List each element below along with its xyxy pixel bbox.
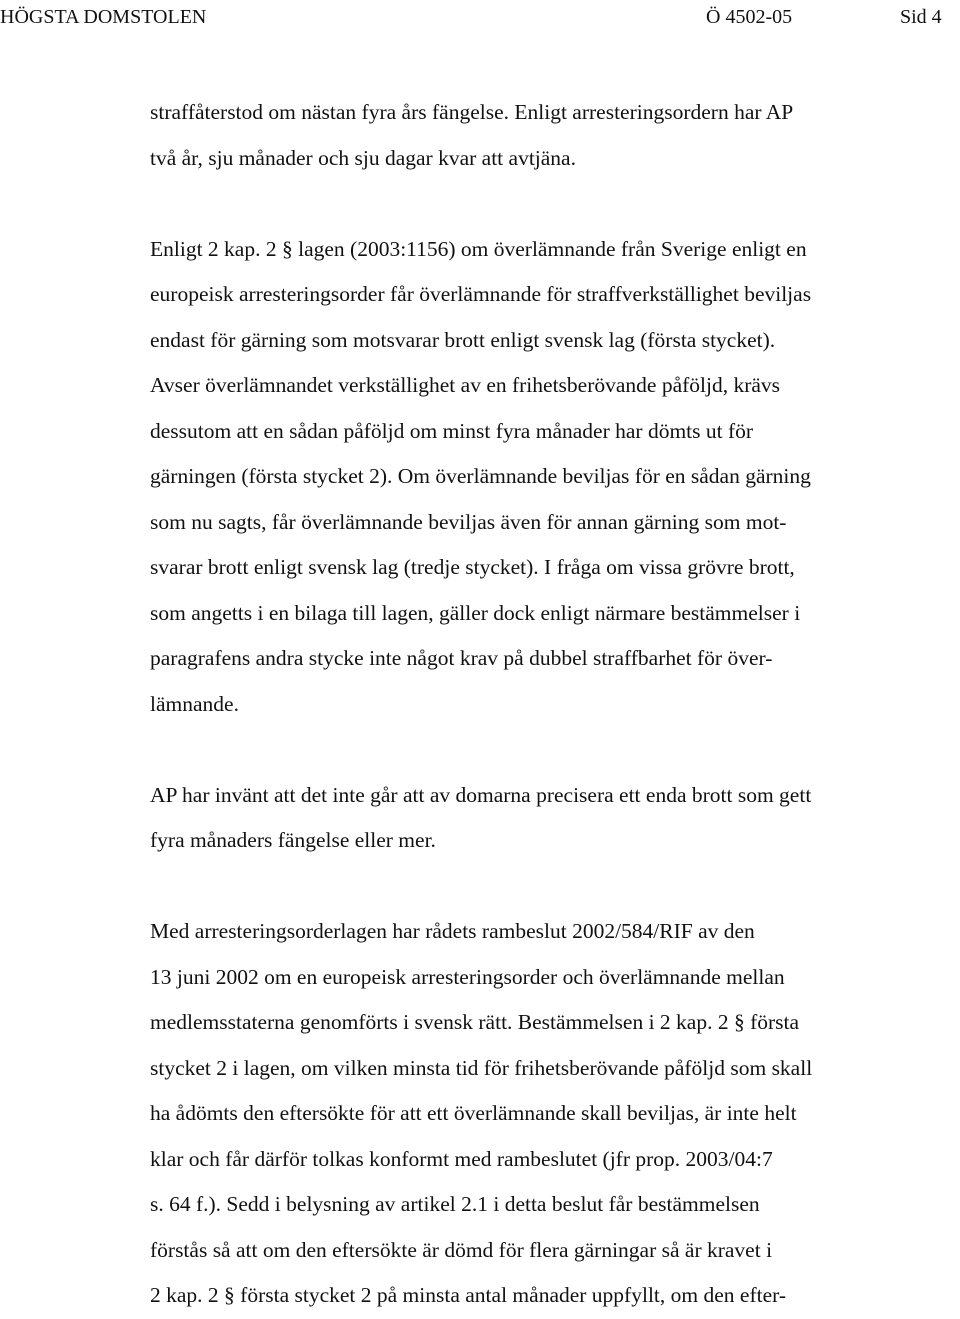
paragraph-gap — [150, 181, 960, 227]
case-number: Ö 4502-05 — [706, 6, 793, 28]
court-name: HÖGSTA DOMSTOLEN — [0, 6, 207, 28]
text-line: 13 juni 2002 om en europeisk arresteringsorder och överlämnande mellan — [150, 964, 785, 989]
page-header — [0, 4, 960, 30]
paragraph-3 — [150, 773, 960, 864]
text-line: 2 kap. 2 § första stycket 2 på minsta antal månader uppfyllt, om den efter- — [150, 1283, 787, 1307]
text-line: s. 64 f.). Sedd i belysning av artikel 2.1 i detta beslut får bestämmelsen — [150, 1192, 760, 1216]
text-line: stycket 2 i lagen, om vilken minsta tid för frihetsberövande påföljd som skall — [150, 1055, 813, 1080]
text-line: klar och får därför tolkas konformt med rambeslutet (jfr prop. 2003/04:7 — [150, 1146, 773, 1171]
text-line: paragrafens andra stycke inte något krav på dubbel straffbarhet för över- — [150, 646, 773, 670]
text-line: förstås så att om den eftersökte är dömd för flera gärningar så är kravet i — [150, 1237, 773, 1262]
text-line: fyra månaders fängelse eller mer. — [150, 828, 436, 852]
text-line: dessutom att en sådan påföljd om minst fyra månader har dömts ut för — [150, 418, 754, 443]
paragraph-gap — [150, 864, 960, 910]
text-line: två år, sju månader och sju dagar kvar att avtjäna. — [150, 145, 576, 170]
text-line: Avser överlämnandet verkställighet av en frihetsberövande påföljd, krävs — [150, 373, 781, 397]
paragraph-4 — [150, 909, 960, 1319]
page-number: Sid 4 — [900, 6, 942, 28]
text-line: endast för gärning som motsvarar brott enligt svensk lag (första stycket). — [150, 327, 776, 352]
text-line: som angetts i en bilaga till lagen, gäller dock enligt närmare bestämmelser i — [150, 600, 801, 625]
document-body — [150, 90, 960, 1319]
text-line: lämnande. — [150, 691, 239, 716]
paragraph-1 — [150, 90, 960, 181]
text-line: svarar brott enligt svensk lag (tredje stycket). I fråga om vissa grövre brott, — [150, 555, 795, 579]
text-line: gärningen (första stycket 2). Om överlämnande beviljas för en sådan gärning — [150, 464, 811, 488]
paragraph-gap — [150, 727, 960, 773]
text-line: Enligt 2 kap. 2 § lagen (2003:1156) om överlämnande från Sverige enligt en — [150, 236, 807, 261]
text-line: ha ådömts den eftersökte för att ett överlämnande skall beviljas, är inte helt — [150, 1101, 797, 1125]
text-line: medlemsstaterna genomförts i svensk rätt. Bestämmelsen i 2 kap. 2 § första — [150, 1010, 800, 1034]
text-line: straffåterstod om nästan fyra års fängelse. Enligt arresteringsordern har AP — [150, 100, 794, 124]
paragraph-2 — [150, 227, 960, 728]
text-line: Med arresteringsorderlagen har rådets rambeslut 2002/584/RIF av den — [150, 919, 755, 943]
text-line: AP har invänt att det inte går att av domarna precisera ett enda brott som gett — [150, 782, 812, 807]
text-line: som nu sagts, får överlämnande beviljas även för annan gärning som mot- — [150, 509, 787, 534]
text-line: europeisk arresteringsorder får överlämnande för straffverkställighet beviljas — [150, 282, 812, 306]
